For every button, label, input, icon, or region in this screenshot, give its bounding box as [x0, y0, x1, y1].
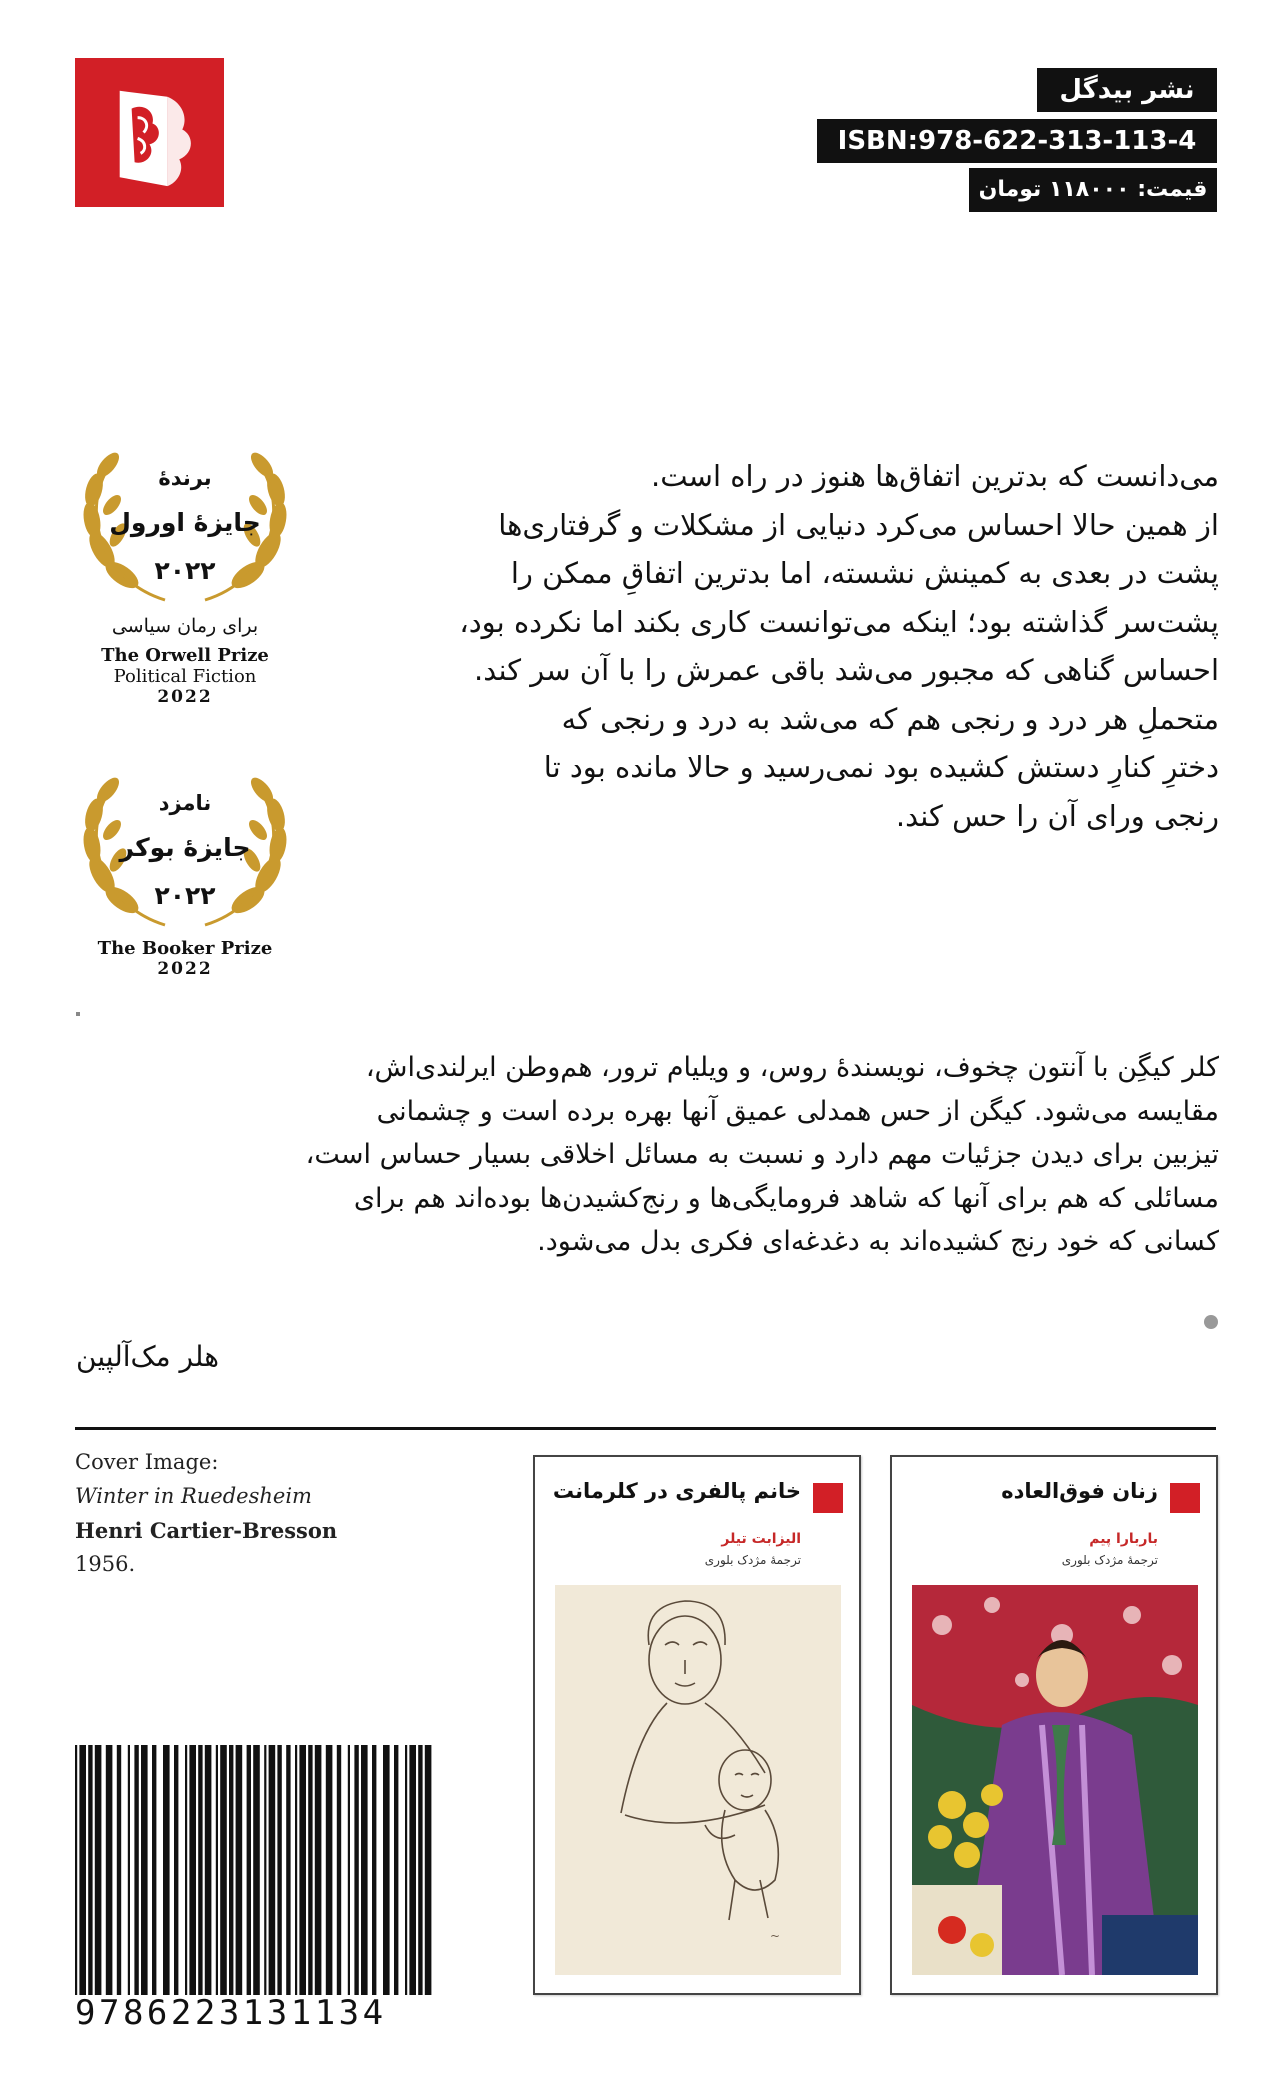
- decorative-dot: [1204, 1315, 1218, 1329]
- price-tag: قیمت: ۱۱۸۰۰۰ تومان: [969, 168, 1217, 212]
- book-author: الیزابت تیلر: [721, 1531, 801, 1547]
- barcode-bar: [185, 1745, 187, 1995]
- review-line: کلر کیگِن با آنتون چخوف، نویسندهٔ روس، و ویلیام ترور، هم‌وطن ایرلندی‌اش،: [365, 1052, 1219, 1083]
- cover-credit-artist: Henri Cartier-Bresson: [75, 1518, 338, 1543]
- barcode-bar: [269, 1745, 276, 1995]
- barcode-bar: [216, 1745, 218, 1995]
- related-book-cover: [890, 1455, 1218, 1995]
- barcode-number: 9786223131134: [75, 1993, 387, 2033]
- award-year: 2022: [157, 687, 213, 707]
- barcode-bars: [75, 1745, 435, 1995]
- barcode-bar: [295, 1745, 297, 1995]
- barcode-bar: [308, 1745, 312, 1995]
- barcode-bar: [220, 1745, 227, 1995]
- excerpt-paragraph: [429, 452, 1219, 840]
- barcode-bar: [337, 1745, 341, 1995]
- award-caption-fa: برای رمان سیاسی: [111, 615, 259, 637]
- review-line: مسائلی که هم برای آنها که شاهد فرومایگی‌ها و رنج‌کشیدن‌ها بوده‌اند هم برای: [353, 1182, 1219, 1214]
- award-year: 2022: [157, 959, 213, 979]
- excerpt-line: احساس گناهی که مجبور می‌شد باقی عمرش را با آن سر کند.: [474, 653, 1219, 687]
- barcode-bar: [247, 1745, 251, 1995]
- book-translator: ترجمهٔ مژدک بلوری: [704, 1553, 801, 1567]
- barcode-bar: [425, 1745, 432, 1995]
- barcode-bar: [117, 1745, 121, 1995]
- publisher-mini-logo-icon: [813, 1483, 843, 1513]
- review-author: هلر مک‌آلپین: [76, 1340, 219, 1373]
- cover-credit-year: 1956.: [75, 1552, 136, 1576]
- laurel-line-3: ۲۰۲۲: [154, 881, 216, 910]
- barcode-bar: [106, 1745, 113, 1995]
- barcode-bar: [405, 1745, 407, 1995]
- barcode-bar: [299, 1745, 306, 1995]
- publisher-logo: [75, 58, 224, 207]
- barcode-bar: [253, 1745, 260, 1995]
- excerpt-line: می‌دانست که بدترین اتفاق‌ها هنوز در راه است.: [650, 459, 1219, 493]
- svg-text:~: ~: [770, 1929, 781, 1943]
- barcode-bar: [88, 1745, 92, 1995]
- laurel-line-1: برندهٔ: [158, 466, 212, 490]
- book-title: زنان فوق‌العاده: [1001, 1479, 1158, 1503]
- publisher-mini-logo-icon: [1170, 1483, 1200, 1513]
- book-translator: ترجمهٔ مژدک بلوری: [1061, 1553, 1158, 1567]
- excerpt-line: متحملِ هر درد و رنجی هم که می‌شد به درد و رنجی که: [561, 701, 1219, 736]
- barcode-bar: [354, 1745, 358, 1995]
- review-paragraph: [219, 1046, 1219, 1264]
- barcode-bar: [361, 1745, 368, 1995]
- award-caption-en: The Booker Prize: [97, 938, 273, 959]
- laurel-line-3: ۲۰۲۲: [154, 556, 216, 585]
- cover-credit-title: Winter in Ruedesheim: [75, 1484, 312, 1508]
- barcode-bar: [236, 1745, 243, 1995]
- barcode-bar: [189, 1745, 196, 1995]
- barcode-bar: [418, 1745, 422, 1995]
- excerpt-line: پشت در بعدی به کمینش نشسته، اما بدترین اتفاقِ ممکن را: [510, 556, 1219, 590]
- barcode-bar: [134, 1745, 138, 1995]
- laurel-line-1: نامزد: [158, 791, 212, 815]
- isbn-tag: ISBN:978-622-313-113-4: [817, 119, 1217, 163]
- booker-laurel: [70, 765, 300, 940]
- purple-coat-painting-image: [912, 1585, 1198, 1975]
- barcode-bar: [264, 1745, 266, 1995]
- excerpt-line: پشت‌سر گذاشته بود؛ اینکه می‌توانست کاری بکند اما نکرده بود،: [459, 604, 1219, 639]
- barcode-bar: [79, 1745, 86, 1995]
- barcode-bar: [229, 1745, 233, 1995]
- barcode-bar: [348, 1745, 350, 1995]
- barcode-bar: [128, 1745, 130, 1995]
- book-title: خانم پالفری در کلرمانت: [552, 1479, 801, 1503]
- barcode-bar: [152, 1745, 156, 1995]
- barcode-bar: [326, 1745, 333, 1995]
- laurel-line-2: جایزهٔ بوکر: [119, 833, 251, 862]
- barcode-bar: [163, 1745, 170, 1995]
- booker-caption: [70, 938, 300, 979]
- barcode-bar: [409, 1745, 416, 1995]
- barcode-bar: [141, 1745, 148, 1995]
- barcode-bar: [286, 1745, 290, 1995]
- orwell-laurel: [70, 440, 300, 615]
- barcode-bar: [174, 1745, 178, 1995]
- butterfly-page-logo-icon: [75, 58, 224, 207]
- barcode-bar: [205, 1745, 212, 1995]
- excerpt-line: از همین حالا احساس می‌کرد دنیایی از مشکلات و گرفتاری‌ها: [498, 507, 1219, 542]
- line-drawing-sketch-image: [555, 1585, 841, 1975]
- orwell-caption: [70, 615, 300, 707]
- excerpt-line: دخترِ کنارِ دستش کشیده بود نمی‌رسید و حالا مانده بود تا: [543, 750, 1219, 784]
- laurel-line-2: جایزهٔ اورول: [109, 508, 261, 537]
- barcode-bar: [372, 1745, 376, 1995]
- review-line: مقایسه می‌شود. کیگن از حس همدلی عمیق آنها بهره برده است و چشمانی: [376, 1095, 1219, 1127]
- cover-credit-label: Cover Image:: [75, 1450, 219, 1474]
- award-caption-sub: Political Fiction: [113, 666, 257, 687]
- barcode-bar: [383, 1745, 390, 1995]
- barcode-bar: [198, 1745, 202, 1995]
- barcode-bar: [315, 1745, 322, 1995]
- barcode-bar: [75, 1745, 77, 1995]
- barcode-bar: [95, 1745, 102, 1995]
- horizontal-divider: [75, 1427, 1216, 1430]
- book-author: باربارا پیم: [1089, 1531, 1158, 1547]
- print-mark: [76, 1012, 80, 1016]
- review-line: کسانی که خود رنج کشیده‌اند به دغدغه‌ای فکری بدل می‌شود.: [537, 1226, 1219, 1257]
- isbn-barcode: [75, 1745, 435, 2033]
- publisher-name-tag: نشر بیدگل: [1037, 68, 1217, 112]
- related-book-cover: [533, 1455, 861, 1995]
- excerpt-line: رنجی ورای آن را حس کند.: [895, 798, 1219, 833]
- barcode-bar: [277, 1745, 281, 1995]
- barcode-bar: [394, 1745, 398, 1995]
- award-caption-en: The Orwell Prize: [101, 645, 269, 666]
- review-line: تیزبین برای دیدن جزئیات مهم دارد و نسبت به مسائل اخلاقی بسیار حساس است،: [305, 1139, 1219, 1170]
